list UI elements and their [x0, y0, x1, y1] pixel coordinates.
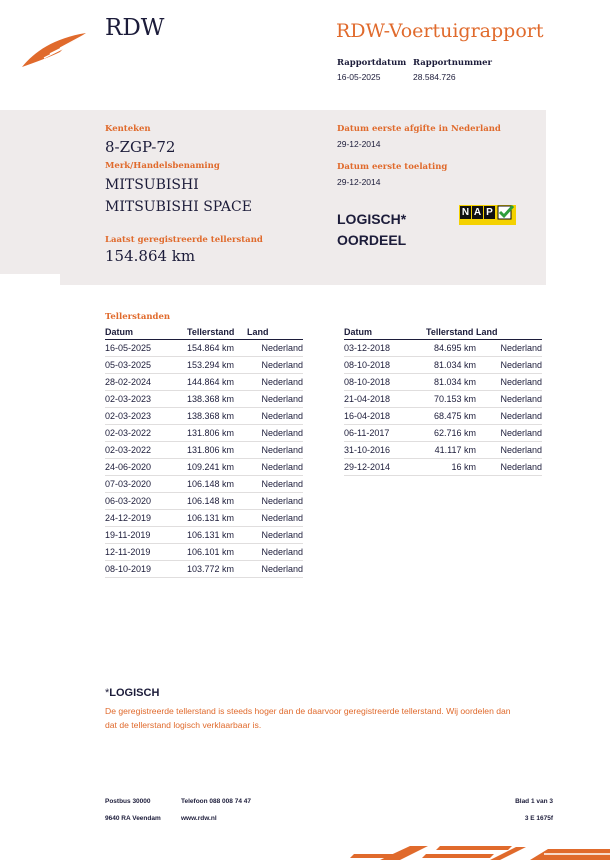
cell-date: 24-06-2020 [105, 459, 187, 476]
table-row [105, 408, 303, 425]
cell-odometer: 103.772 km [187, 561, 247, 578]
cell-date: 03-12-2018 [344, 340, 426, 357]
cell-date: 16-04-2018 [344, 408, 426, 425]
table-row [344, 374, 542, 391]
tellerstanden-title: Tellerstanden [105, 312, 171, 322]
table-row [344, 340, 542, 357]
table-row [105, 374, 303, 391]
verdict-line1: LOGISCH* [337, 211, 407, 227]
cell-odometer: 84.695 km [426, 340, 476, 357]
odometer-table-left [105, 326, 303, 578]
cell-date: 02-03-2022 [105, 425, 187, 442]
nap-letter-a: A [473, 207, 482, 218]
cell-odometer: 131.806 km [187, 442, 247, 459]
cell-odometer: 81.034 km [426, 357, 476, 374]
table-row [105, 357, 303, 374]
cell-date: 29-12-2014 [344, 459, 426, 476]
footer-address-2: 9640 RA Veendam [105, 815, 161, 822]
cell-date: 19-11-2019 [105, 527, 187, 544]
cell-odometer: 138.368 km [187, 408, 247, 425]
report-date-label: Rapportdatum [337, 58, 407, 68]
cell-country: Nederland [476, 357, 542, 374]
table-header-row [344, 326, 542, 340]
make-value: MITSUBISHI [105, 177, 199, 193]
cell-date: 02-03-2023 [105, 408, 187, 425]
table-row [105, 510, 303, 527]
cell-date: 06-11-2017 [344, 425, 426, 442]
vehicle-summary-panel [0, 110, 546, 285]
nap-letter-n: N [461, 207, 470, 218]
cell-date: 12-11-2019 [105, 544, 187, 561]
cell-odometer: 106.148 km [187, 476, 247, 493]
cell-country: Nederland [247, 357, 303, 374]
cell-odometer: 153.294 km [187, 357, 247, 374]
cell-odometer: 41.117 km [426, 442, 476, 459]
cell-odometer: 144.864 km [187, 374, 247, 391]
cell-odometer: 81.034 km [426, 374, 476, 391]
report-number-label: Rapportnummer [413, 58, 492, 68]
nap-letter-p: P [484, 206, 495, 219]
cell-odometer: 154.864 km [187, 340, 247, 357]
cell-country: Nederland [476, 408, 542, 425]
cell-country: Nederland [247, 459, 303, 476]
cell-odometer: 106.131 km [187, 527, 247, 544]
col-country-header: Land [476, 326, 542, 340]
verdict-line2: OORDEEL [337, 232, 407, 248]
cell-country: Nederland [476, 374, 542, 391]
cell-country: Nederland [476, 340, 542, 357]
footer-page-number: Blad 1 van 3 [515, 798, 553, 805]
panel-notch [0, 274, 60, 288]
cell-odometer: 109.241 km [187, 459, 247, 476]
cell-country: Nederland [247, 391, 303, 408]
cell-odometer: 106.131 km [187, 510, 247, 527]
cell-date: 31-10-2016 [344, 442, 426, 459]
plate-value: 8-ZGP-72 [105, 138, 176, 156]
cell-odometer: 106.101 km [187, 544, 247, 561]
table-row [105, 493, 303, 510]
cell-date: 28-02-2024 [105, 374, 187, 391]
footnote-text-line1: De geregistreerde tellerstand is steeds hoger dan de daarvoor geregistreerde tellerstand. Wij oordelen dan [105, 706, 511, 716]
first-issue-nl-label: Datum eerste afgifte in Nederland [337, 124, 501, 134]
first-admission-value: 29-12-2014 [337, 177, 381, 187]
make-label: Merk/Handelsbenaming [105, 161, 220, 171]
table-row [105, 527, 303, 544]
col-odometer-header: Tellerstand [187, 326, 247, 340]
footnote-text-line2: dat de tellerstand logisch verklaarbaar is. [105, 720, 262, 730]
footnote-asterisk: * [105, 687, 110, 699]
footer-address-1: Postbus 30000 [105, 798, 151, 805]
table-row [344, 442, 542, 459]
table-row [105, 425, 303, 442]
cell-date: 02-03-2023 [105, 391, 187, 408]
first-admission-label: Datum eerste toelating [337, 162, 448, 172]
col-date-header: Datum [105, 326, 187, 340]
report-number: 28.584.726 [413, 72, 456, 82]
table-row [344, 425, 542, 442]
cell-country: Nederland [247, 442, 303, 459]
cell-date: 07-03-2020 [105, 476, 187, 493]
footnote-title [105, 687, 159, 699]
decorative-stripes [340, 838, 610, 860]
table-row [105, 476, 303, 493]
cell-date: 24-12-2019 [105, 510, 187, 527]
table-row [105, 561, 303, 578]
cell-country: Nederland [247, 493, 303, 510]
cell-country: Nederland [247, 408, 303, 425]
table-row [105, 391, 303, 408]
table-header-row [105, 326, 303, 340]
odometer-value: 154.864 km [105, 247, 196, 265]
cell-odometer: 106.148 km [187, 493, 247, 510]
col-country-header: Land [247, 326, 303, 340]
cell-country: Nederland [247, 544, 303, 561]
model-value: MITSUBISHI SPACE [105, 199, 252, 215]
table-row [105, 544, 303, 561]
cell-country: Nederland [247, 374, 303, 391]
table-row [344, 391, 542, 408]
cell-country: Nederland [247, 527, 303, 544]
col-odometer-header: Tellerstand [426, 326, 476, 340]
footer-code: 3 E 1675f [524, 815, 553, 822]
cell-odometer: 68.475 km [426, 408, 476, 425]
footer-website-link[interactable]: www.rdw.nl [181, 815, 217, 822]
cell-date: 16-05-2025 [105, 340, 187, 357]
cell-date: 05-03-2025 [105, 357, 187, 374]
cell-date: 08-10-2018 [344, 374, 426, 391]
table-row [344, 459, 542, 476]
col-date-header: Datum [344, 326, 426, 340]
odometer-label: Laatst geregistreerde tellerstand [105, 235, 263, 245]
plate-label: Kenteken [105, 124, 151, 134]
table-row [105, 442, 303, 459]
cell-country: Nederland [247, 425, 303, 442]
report-title: RDW-Voertuigrapport [336, 20, 544, 42]
cell-country: Nederland [247, 510, 303, 527]
cell-odometer: 70.153 km [426, 391, 476, 408]
brand-name: RDW [105, 15, 165, 41]
nap-logo-icon [459, 205, 517, 229]
table-row [105, 459, 303, 476]
footnote-title-text: LOGISCH [109, 687, 160, 699]
footer-phone: Telefoon 088 008 74 47 [181, 798, 251, 805]
cell-odometer: 16 km [426, 459, 476, 476]
table-row [344, 357, 542, 374]
cell-country: Nederland [247, 561, 303, 578]
cell-odometer: 62.716 km [426, 425, 476, 442]
check-icon [497, 205, 515, 221]
cell-date: 08-10-2018 [344, 357, 426, 374]
cell-date: 02-03-2022 [105, 442, 187, 459]
first-issue-nl-value: 29-12-2014 [337, 139, 381, 149]
cell-country: Nederland [476, 442, 542, 459]
cell-odometer: 131.806 km [187, 425, 247, 442]
cell-country: Nederland [476, 459, 542, 476]
cell-country: Nederland [247, 340, 303, 357]
cell-country: Nederland [247, 476, 303, 493]
cell-date: 21-04-2018 [344, 391, 426, 408]
cell-date: 08-10-2019 [105, 561, 187, 578]
cell-country: Nederland [476, 425, 542, 442]
table-row [344, 408, 542, 425]
table-row [105, 340, 303, 357]
cell-odometer: 138.368 km [187, 391, 247, 408]
odometer-table-right [344, 326, 542, 476]
cell-date: 06-03-2020 [105, 493, 187, 510]
report-date: 16-05-2025 [337, 72, 381, 82]
rdw-logo-icon [20, 30, 92, 70]
cell-country: Nederland [476, 391, 542, 408]
